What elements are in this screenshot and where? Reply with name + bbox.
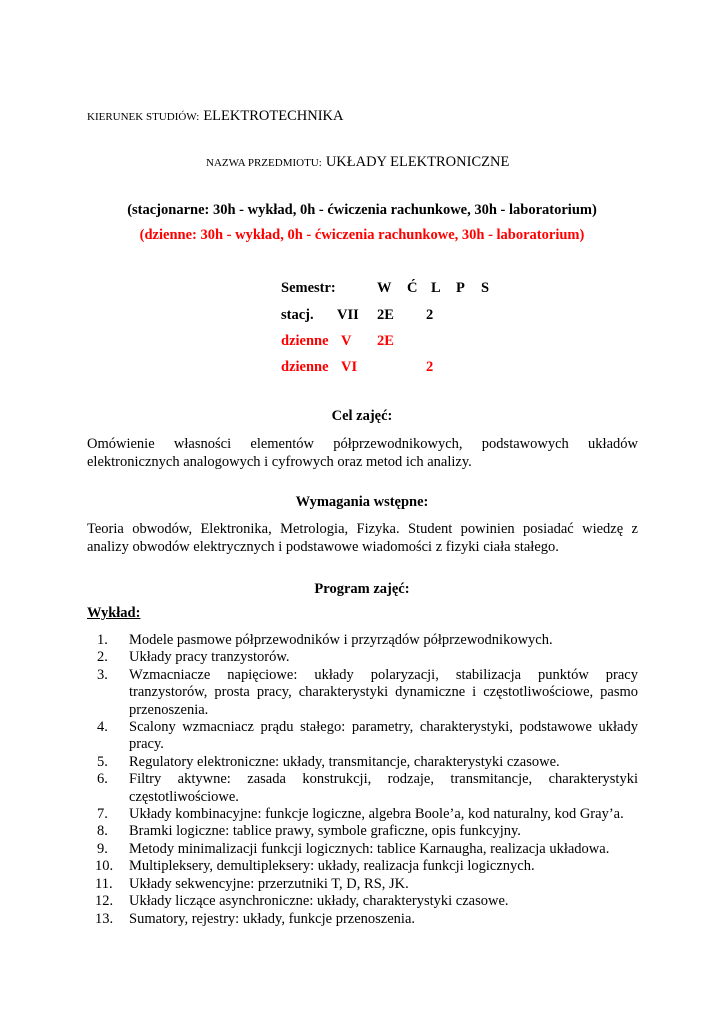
subject-name-line bbox=[206, 153, 509, 171]
field-of-study-value: ELEKTROTECHNIKA bbox=[203, 108, 344, 124]
semester-header-l: L bbox=[431, 280, 441, 296]
semester-header-c: Ć bbox=[407, 280, 418, 296]
semester-row-l: 2 bbox=[426, 307, 434, 323]
subject-name-value: UKŁADY ELEKTRONICZNE bbox=[325, 154, 510, 170]
semester-header-w: W bbox=[377, 280, 392, 296]
list-item: 7. Układy kombinacyjne: funkcje logiczne, algebra Boole’a, kod naturalny, kod Gray’a. bbox=[97, 806, 624, 823]
list-item: 13. Sumatory, rejestry: układy, funkcje przenoszenia. bbox=[95, 910, 416, 927]
semester-row bbox=[281, 332, 541, 350]
list-item: 2. Układy pracy tranzystorów. bbox=[97, 649, 290, 666]
semester-row-l: 2 bbox=[426, 359, 434, 375]
semester-header-s: S bbox=[481, 280, 490, 296]
subject-name-label: NAZWA PRZEDMIOTU: bbox=[206, 157, 322, 169]
semester-row-w: 2E bbox=[377, 333, 394, 349]
semester-row-number: V bbox=[341, 333, 352, 349]
list-item: 1. Modele pasmowe półprzewodników i przyrządów półprzewodnikowych. bbox=[97, 632, 553, 648]
lecture-list bbox=[87, 632, 638, 928]
semester-header-p: P bbox=[456, 280, 465, 296]
field-of-study-label: KIERUNEK STUDIÓW: bbox=[87, 111, 200, 123]
semester-row-number: VI bbox=[341, 359, 358, 375]
semester-row-mode: dzienne bbox=[281, 333, 329, 349]
list-item: 3. Wzmacniacze napięciowe: układy polaryzacji, stabilizacja punktów pracy tranzystorów, prosta pracy, charakterystyki dynamiczne i częstotliwościowe, pasmo przenoszenia. bbox=[97, 666, 638, 718]
lecture-heading: Wykład: bbox=[87, 605, 141, 621]
semester-row bbox=[281, 306, 541, 324]
list-item: 6. Filtry aktywne: zasada konstrukcji, rodzaje, transmitancje, charakterystyki częstotliwościowe. bbox=[97, 771, 638, 805]
prerequisites-text: Teoria obwodów, Elektronika, Metrologia, Fizyka. Student powinien posiadać wiedzę z analizy obwodów elektrycznych i podstawowe wiadomości z fizyki ciała stałego. bbox=[87, 521, 638, 555]
prerequisites-heading: Wymagania wstępne: bbox=[295, 494, 429, 510]
semester-row bbox=[281, 358, 541, 376]
goal-heading: Cel zajęć: bbox=[331, 408, 393, 424]
field-of-study-line bbox=[87, 107, 343, 125]
list-item: 10. Multipleksery, demultipleksery: układy, realizacja funkcji logicznych. bbox=[95, 858, 535, 875]
list-item: 8. Bramki logiczne: tablice prawy, symbole graficzne, opis funkcyjny. bbox=[97, 823, 521, 840]
goal-text: Omówienie własności elementów półprzewodnikowych, podstawowych układów elektronicznych analogowych i cyfrowych oraz metod ich analizy. bbox=[87, 436, 638, 470]
semester-row-w: 2E bbox=[377, 307, 394, 323]
list-item: 5. Regulatory elektroniczne: układy, transmitancje, charakterystyki czasowe. bbox=[97, 753, 560, 770]
hours-stationary: (stacjonarne: 30h - wykład, 0h - ćwiczenia rachunkowe, 30h - laboratorium) bbox=[127, 202, 597, 218]
program-heading: Program zajęć: bbox=[314, 581, 410, 597]
semester-row-number: VII bbox=[337, 307, 359, 323]
semester-row-mode: dzienne bbox=[281, 359, 329, 375]
semester-header-label: Semestr: bbox=[281, 280, 336, 296]
list-item: 9. Metody minimalizacji funkcji logicznych: tablice Karnaugha, realizacja układowa. bbox=[97, 840, 610, 857]
semester-header-row bbox=[281, 279, 541, 297]
hours-daytime: (dzienne: 30h - wykład, 0h - ćwiczenia rachunkowe, 30h - laboratorium) bbox=[139, 227, 585, 243]
semester-row-mode: stacj. bbox=[281, 307, 314, 323]
list-item: 4. Scalony wzmacniacz prądu stałego: parametry, charakterystyki, podstawowe układy pracy. bbox=[97, 719, 638, 753]
list-item: 11. Układy sekwencyjne: przerzutniki T, D, RS, JK. bbox=[95, 875, 409, 892]
list-item: 12. Układy liczące asynchroniczne: układy, charakterystyki czasowe. bbox=[95, 893, 509, 910]
